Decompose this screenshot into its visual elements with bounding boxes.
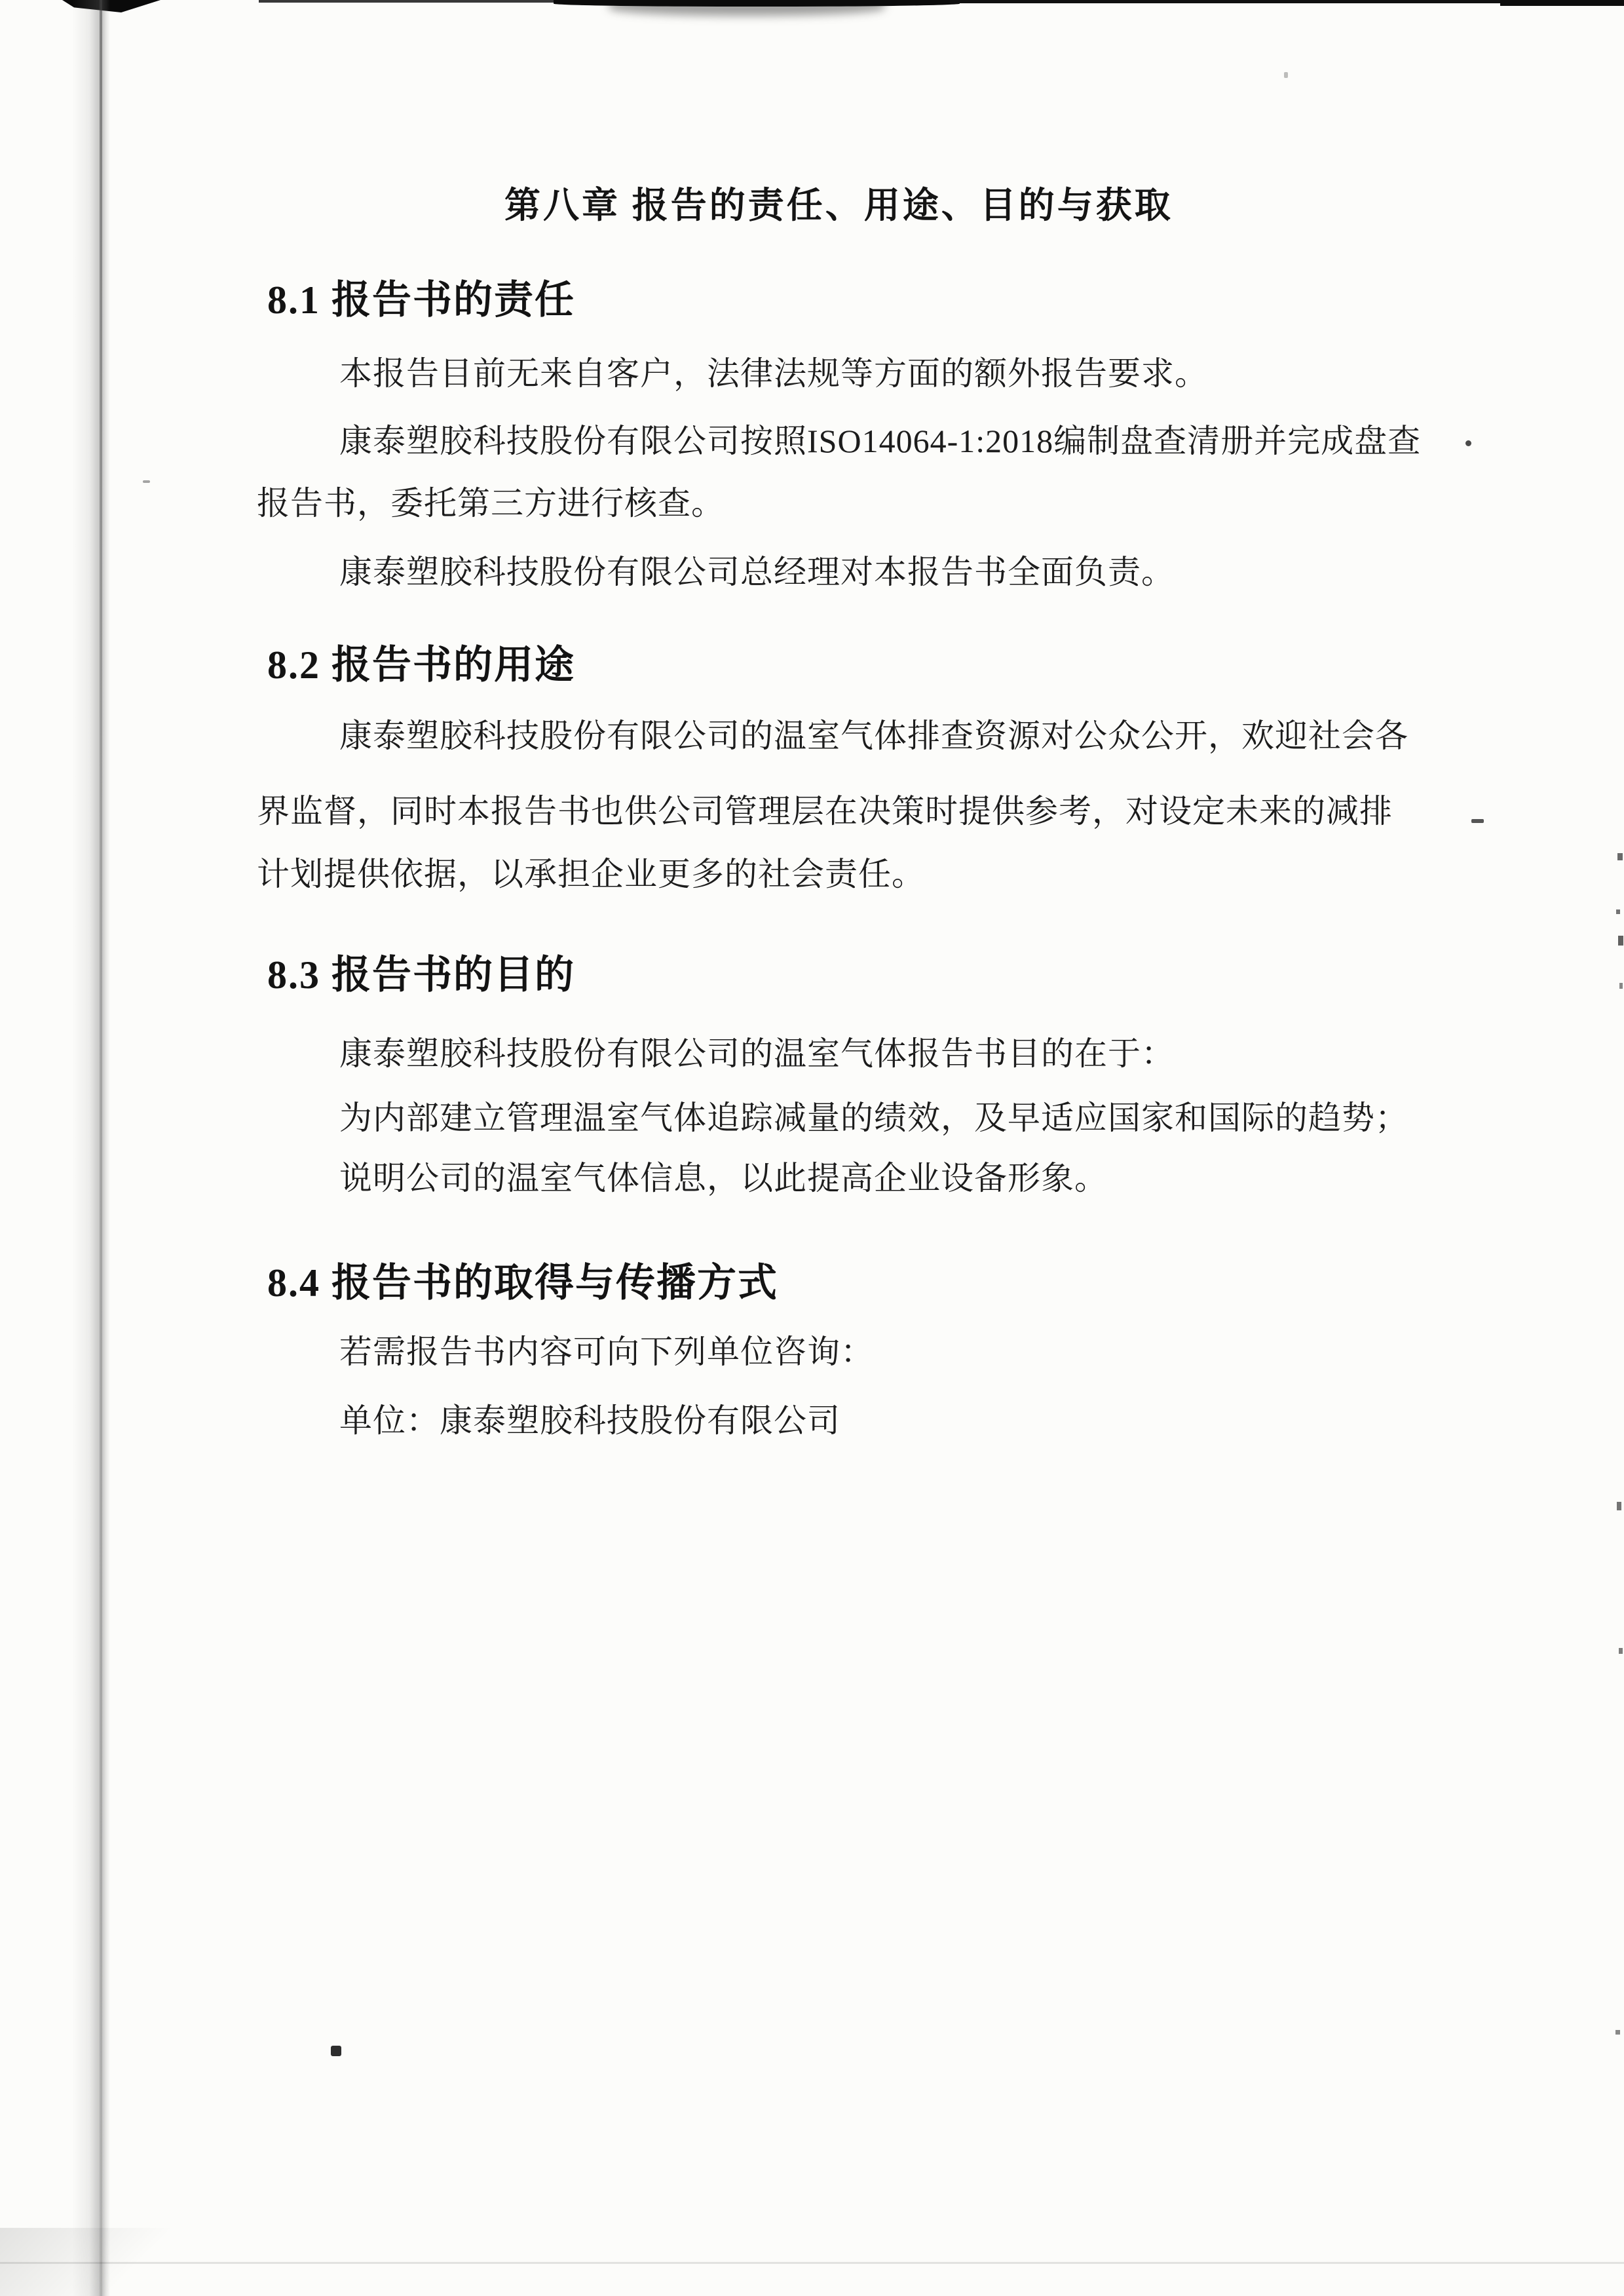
body-line: 康泰塑胶科技股份有限公司的温室气体排查资源对公众公开，欢迎社会各 [339,718,1408,754]
section-8-4-heading: 8.4 报告书的取得与传播方式 [267,1261,778,1305]
section-8-1-heading: 8.1 报告书的责任 [267,278,575,322]
scan-speck [1471,819,1484,823]
body-line: 计划提供依据，以承担企业更多的社会责任。 [257,856,925,892]
scan-edge-speck [1617,1502,1621,1510]
scan-left-fold-line [100,0,102,2296]
scan-speck [1465,440,1471,446]
scan-bottom-corner-shadow [0,2228,223,2296]
scan-top-right-corner-mark [1500,0,1624,6]
body-line: 为内部建立管理温室气体追踪减量的绩效，及早适应国家和国际的趋势； [339,1100,1408,1136]
scan-top-edge-line [259,0,563,3]
body-line: 单位：康泰塑胶科技股份有限公司 [339,1402,840,1439]
body-line: 报告书，委托第三方进行核查。 [257,485,725,522]
body-line: 康泰塑胶科技股份有限公司总经理对本报告书全面负责。 [339,554,1175,590]
scan-speck [1284,72,1288,78]
scan-edge-speck [1615,2030,1620,2035]
scan-edge-speck [1618,936,1623,946]
body-line: 康泰塑胶科技股份有限公司的温室气体报告书目的在于： [339,1035,1175,1072]
scan-bottom-hairline [0,2262,1624,2264]
body-line: 若需报告书内容可向下列单位咨询： [339,1333,874,1370]
scan-speck [331,2046,341,2056]
scan-edge-speck [1619,983,1623,989]
scan-edge-speck [1619,1648,1623,1654]
body-line: 本报告目前无来自客户，法律法规等方面的额外报告要求。 [339,355,1208,392]
body-line: 康泰塑胶科技股份有限公司按照ISO14064-1:2018编制盘查清册并完成盘查 [339,423,1422,459]
chapter-title: 第八章 报告的责任、用途、目的与获取 [504,185,1173,225]
body-line: 说明公司的温室气体信息，以此提高企业设备形象。 [339,1160,1108,1196]
section-8-2-heading: 8.2 报告书的用途 [267,643,575,687]
scan-left-fold-shadow [72,0,110,2296]
scan-top-edge-blob [554,0,960,7]
body-line: 界监督，同时本报告书也供公司管理层在决策时提供参考，对设定未来的减排 [257,793,1393,830]
scan-speck [143,480,150,483]
scan-edge-speck [1616,909,1620,914]
section-8-3-heading: 8.3 报告书的目的 [267,953,575,997]
scan-edge-speck [1617,853,1623,860]
